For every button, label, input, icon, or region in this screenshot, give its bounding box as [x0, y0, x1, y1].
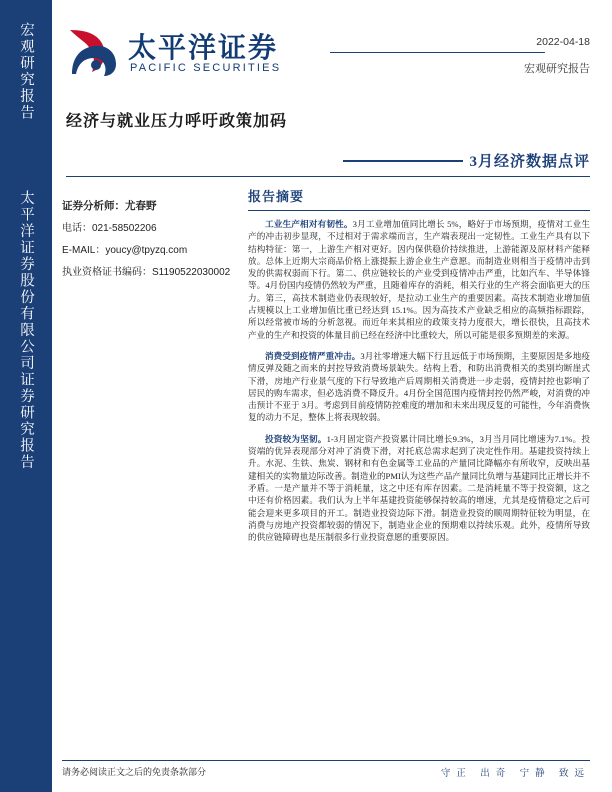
analyst-name: 证券分析师：尤春野: [62, 201, 157, 212]
sidebar-mid-label-wrap: [0, 190, 52, 610]
paragraph-text: 3月社零增速大幅下行且远低于市场预期，主要原因是多地疫情反弹及随之而来的封控导致消费场景缺失。结构上看，和防出消费相关的类别均断崖式下滑，房地产行业景气度的下行导致地产后周期相关消费进一步走弱，疫情封控也影响了居民的购车需求，但必选消费不降反升。4月份全国范围内疫情封控仍然严峻，对消费的冲击预计不亚于 3月。考虑到目前疫情防控难度的增加和未来出现反复的可能性，今年消费恢复的动力不足，整体上将表现较弱。: [248, 350, 590, 423]
subtitle-rule: [343, 160, 463, 162]
brand-logo: [66, 22, 316, 86]
analyst-phone: 电话：021-58502206: [62, 223, 157, 234]
paragraph-lead: 投资较为坚韧。: [265, 433, 327, 444]
logo-chinese-name: 太平洋证券: [128, 33, 279, 64]
analyst-license: 执业资格证书编码：S1190522030002: [62, 267, 231, 278]
summary-paragraph: [248, 433, 590, 544]
analyst-block: [62, 196, 232, 284]
pacific-logo-icon: [66, 24, 122, 80]
sidebar-mid-label: 太平洋证券股份有限公司证券研究报告: [18, 190, 34, 471]
page-subtitle: 3月经济数据点评: [469, 154, 590, 170]
summary-divider: [248, 210, 590, 211]
subtitle-wrap: [343, 150, 590, 171]
summary-section: [248, 186, 590, 552]
paragraph-lead: 消费受到疫情严重冲击。: [265, 350, 361, 361]
report-date: 2022-04-18: [536, 36, 590, 48]
paragraph-text: 1-3月固定资产投资累计同比增长9.3%，3月当月同比增速为7.1%。投资端的优异表现部分对冲了消费下滑，对托底总需求起到了决定性作用。基建投资持续上升。水泥、生铁、焦炭、钢材和有色金属等工业品的产量同比降幅亦有所收窄，反映出基建相关的实物量边际改善。制造业的PMI认为这些产品产量同比负增与基建同比正增长并不矛盾。一是产量并不等于消耗量，这之中还有库存因素。二是消耗量不等于投资额，这之中还有价格因素。我们认为上半年基建投资能够保持较高的增速，尤其是疫情稳定之后可能会迎来更多项目的开工。制造业投资边际下滑。制造业投资的顺周期特征较为明显，在消费与房地产投资都较弱的情况下，制造业企业的预期难以持续乐观。此外，疫情所导致的供应链障碍也是压制很多行业投资意愿的重要原因。: [248, 433, 590, 543]
summary-heading: 报告摘要: [248, 189, 305, 204]
report-type: 宏观研究报告: [524, 63, 590, 75]
header-meta: [524, 36, 590, 76]
analyst-email: E-MAIL：youcy@tpyzq.com: [62, 245, 188, 256]
sidebar-top-label: 宏观研究报告: [18, 22, 34, 121]
paragraph-text: 3月工业增加值同比增长 5%，略好于市场预期，疫情对工业生产的冲击初步显现，不过相对于需求端而言，生产端表现出一定韧性。工业生产具有以下结构特征：第一，上游生产相对更好。因内保供稳价持续推进，上游能源及原材料产能释放。总体上近期大宗商品价格上涨提振上游企业生产意愿。而制造业则相当于疫情冲击到发的供需权弱而下行。第二、供应链较长的产业受到疫情冲击严重，比如汽车、半导体锋等。4月份国内疫情仍然较为严重，且随着库存的消耗，相关行业的生产将会面临更大的压力。第三，高技术制造业仍表现较好，是拉动工业生产的重要因素。高技术制造业增加值占规模以上工业增加值比重已经达到 15.1%。因为高技术产业缺乏相应的高频指标跟踪，所以经常被市场的分析忽视。而近年来其相应的政策支持力度很大，增长很快，且高技术产业的生产和投资的体量目前已经在经济中比重较大，所以可能是很多预期差的来源。: [248, 219, 590, 340]
header-divider: [330, 52, 545, 53]
logo-english-name: PACIFIC SECURITIES: [130, 62, 282, 74]
sidebar-top-label-wrap: [0, 22, 52, 162]
footer-disclaimer: 请务必阅读正文之后的免责条款部分: [62, 767, 207, 777]
summary-paragraph: [248, 218, 590, 341]
title-divider: [66, 176, 590, 177]
footer-divider: [62, 760, 590, 761]
footer-motto: 守正 出奇 宁静 致远: [440, 769, 590, 779]
paragraph-lead: 工业生产相对有韧性。: [265, 219, 353, 229]
page-title: 经济与就业压力呼吁政策加码: [66, 113, 288, 130]
summary-paragraph: [248, 350, 590, 424]
